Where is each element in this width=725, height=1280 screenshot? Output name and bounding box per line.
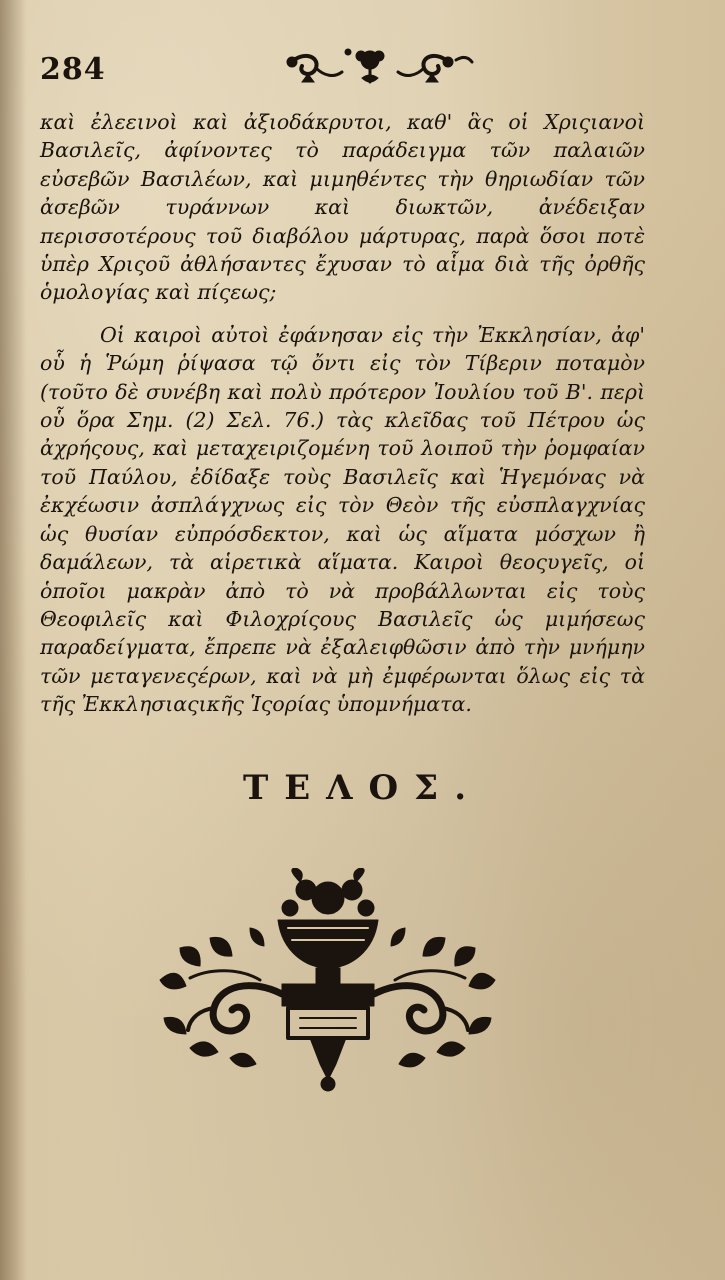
- floral-headpiece-icon: [250, 42, 490, 98]
- paragraph: Οἱ καιροὶ αὐτοὶ ἐφάνησαν εἰς τὴν Ἐκκλησίαν, ἀφ' οὗ ἡ Ῥώμη ῥίψασα τῷ ὄντι εἰς τὸν Τίβεριν ποταμὸν (τοῦτο δὲ συνέβη καὶ πολὺ πρότερον Ἰουλίου τοῦ Β'. περὶ οὗ ὅρα Σημ. (2) Σελ. 76.) τὰς κλεῖδας τοῦ Πέτρου ὡς ἀχρήςους, καὶ μεταχειριζομένη τοῦ λοιποῦ τὴν ῥομφαίαν τοῦ Παύλου, ἐδίδαξε τοὺς Βασιλεῖς καὶ Ἡγεμόνας νὰ ἐκχέωσιν ἀσπλάγχνως εἰς τὸν Θεὸν τῆς εὐσπλαγχνίας ὡς θυσίαν εὐπρόσδεκτον, καὶ ὡς αἵματα μόσχων ἢ δαμάλεων, τὰ αἱρετικὰ αἵματα. Καιροὶ θεοςυγεῖς, οἱ ὁποῖοι μακρὰν ἀπὸ τὸ νὰ προβάλλωνται εἰς τοὺς Θεοφιλεῖς καὶ Φιλοχρίςους Βασιλεῖς ὡς μιμήσεως παραδείγματα, ἔπρεπε νὰ ἐξαλειφθῶσιν ἀπὸ τὴν μνήμην τῶν μεταγενεςέρων, καὶ νὰ μὴ ἐμφέρωνται ὅλως εἰς τὰ τῆς Ἐκκλησιαςικῆς Ἱςορίας ὑπομνήματα.: [40, 322, 645, 717]
- page-header: [40, 42, 685, 98]
- page-number: 284: [40, 52, 106, 87]
- flower-vase-tailpiece-icon: [150, 868, 505, 1093]
- end-heading: ΤΕΛΟΣ.: [242, 768, 483, 808]
- main-text: [40, 108, 645, 719]
- paragraph-continued: καὶ ἐλεεινοὶ καὶ ἀξιοδάκρυτοι, καθ' ἃς οἱ Χριςιανοὶ Βασιλεῖς, ἀφίνοντες τὸ παράδειγμα τῶν παλαιῶν εὐσεβῶν Βασιλέων, καὶ μιμηθέντες τὴν θηριωδίαν τῶν ἀσεβῶν τυράννων καὶ διωκτῶν, ἀνέδειξαν περισσοτέρους τοῦ διαβόλου μάρτυρας, παρὰ ὅσοι ποτὲ ὑπὲρ Χριςοῦ ἀθλήσαντες ἔχυσαν τὸ αἷμα διὰ τῆς ὀρθῆς ὁμολογίας καὶ πίςεως;: [40, 110, 645, 305]
